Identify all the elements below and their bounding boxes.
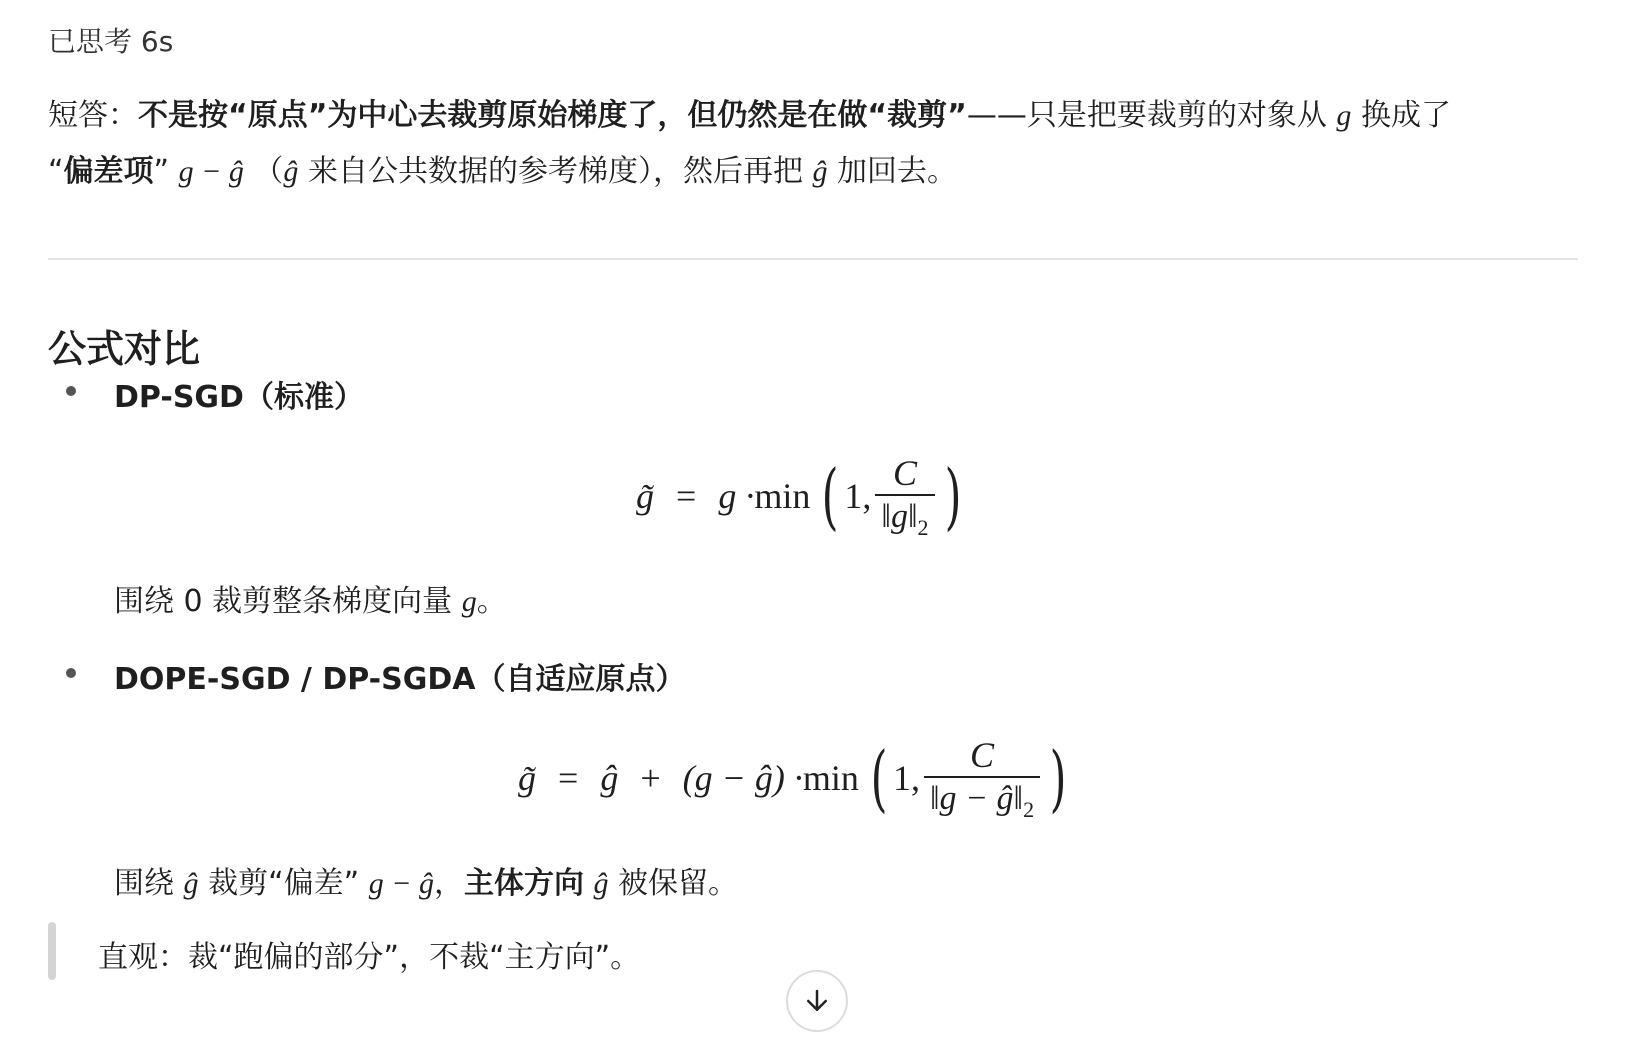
thinking-duration-label[interactable]: 已思考 6s xyxy=(48,25,174,58)
blockquote-text: 直观：裁“跑偏的部分”，不裁“主方向”。 xyxy=(98,940,641,975)
formula-dope-sgd xyxy=(518,728,1072,828)
formula-min: min xyxy=(802,758,859,798)
var-g: g xyxy=(1336,99,1352,132)
formula-one: 1, xyxy=(844,476,872,516)
formula-ghat: ĝ xyxy=(600,758,619,798)
answer-text: 加回去。 xyxy=(827,154,958,189)
var-ghat: ĝ xyxy=(183,867,199,900)
note-text: 裁剪“偏差” xyxy=(198,866,369,901)
frac-numerator: C xyxy=(970,734,995,775)
short-answer-paragraph xyxy=(48,88,1578,200)
formula-fraction xyxy=(924,734,1040,823)
formula-lhs: g̃ xyxy=(518,758,536,798)
var-ghat: ĝ xyxy=(593,867,609,900)
norm-subscript: 2 xyxy=(917,514,929,540)
item-note-dope-sgd xyxy=(114,858,738,902)
scroll-to-bottom-button[interactable] xyxy=(786,970,848,1032)
frac-numerator: C xyxy=(892,452,917,493)
note-text: 围绕 0 裁剪整条梯度向量 xyxy=(114,584,462,619)
paren-right-icon: ) xyxy=(944,454,961,538)
formula-dp-sgd xyxy=(636,446,967,546)
item-title-dope-sgd: DOPE-SGD / DP-SGDA（自适应原点） xyxy=(114,662,686,697)
frac-denominator xyxy=(875,494,934,541)
quote-open: “ xyxy=(48,154,64,189)
note-text: 。 xyxy=(476,584,507,619)
divider xyxy=(48,258,1578,260)
var-ghat: ĝ xyxy=(283,155,299,188)
blockquote-bar xyxy=(48,922,56,980)
expr-g-minus-ghat: g − ĝ xyxy=(368,867,434,900)
norm: ‖g − ĝ‖ xyxy=(930,779,1024,817)
note-text: 被保留。 xyxy=(608,866,739,901)
answer-bold-term: 偏差项 xyxy=(63,154,154,189)
formula-min: min xyxy=(754,476,811,516)
item-note-dp-sgd xyxy=(114,576,507,620)
formula-lhs: g̃ xyxy=(636,476,654,516)
note-bold: 主体方向 xyxy=(463,866,584,901)
expr-g-minus-ghat: g − ĝ xyxy=(178,155,244,188)
paren-open: （ xyxy=(253,154,284,189)
formula-body: g · xyxy=(718,476,755,516)
formula-eq: = xyxy=(558,758,579,798)
formula-plus: + xyxy=(640,758,661,798)
norm-subscript: 2 xyxy=(1023,796,1035,822)
answer-bold-claim: 不是按“原点”为中心去裁剪原始梯度了，但仍然是在做“裁剪” xyxy=(138,98,967,133)
bullet-icon xyxy=(66,668,76,678)
item-title-dp-sgd: DP-SGD（标准） xyxy=(114,380,364,415)
answer-text: 换成了 xyxy=(1351,98,1451,133)
var-g: g xyxy=(461,585,477,618)
formula-eq: = xyxy=(676,476,697,516)
formula-one: 1, xyxy=(893,758,921,798)
answer-text: 来自公共数据的参考梯度），然后再把 xyxy=(298,154,813,189)
answer-text: ——只是把要裁剪的对象从 xyxy=(966,98,1337,133)
answer-prefix: 短答： xyxy=(48,98,138,133)
note-text: 围绕 xyxy=(114,866,184,901)
note-text: ， xyxy=(433,866,464,901)
arrow-down-icon xyxy=(802,986,832,1016)
quote-close: ” xyxy=(153,154,179,189)
paren-left-icon: ( xyxy=(821,454,839,538)
formula-fraction xyxy=(875,452,934,541)
section-title: 公式对比 xyxy=(48,327,201,371)
paren-left-icon: ( xyxy=(870,736,888,820)
formula-body: (g − ĝ) · xyxy=(682,758,803,798)
bullet-icon xyxy=(66,386,76,396)
var-ghat: ĝ xyxy=(812,155,828,188)
note-space xyxy=(584,866,594,901)
paren-right-icon: ) xyxy=(1049,736,1067,820)
norm: ‖g‖ xyxy=(881,497,918,535)
frac-denominator xyxy=(924,776,1040,823)
